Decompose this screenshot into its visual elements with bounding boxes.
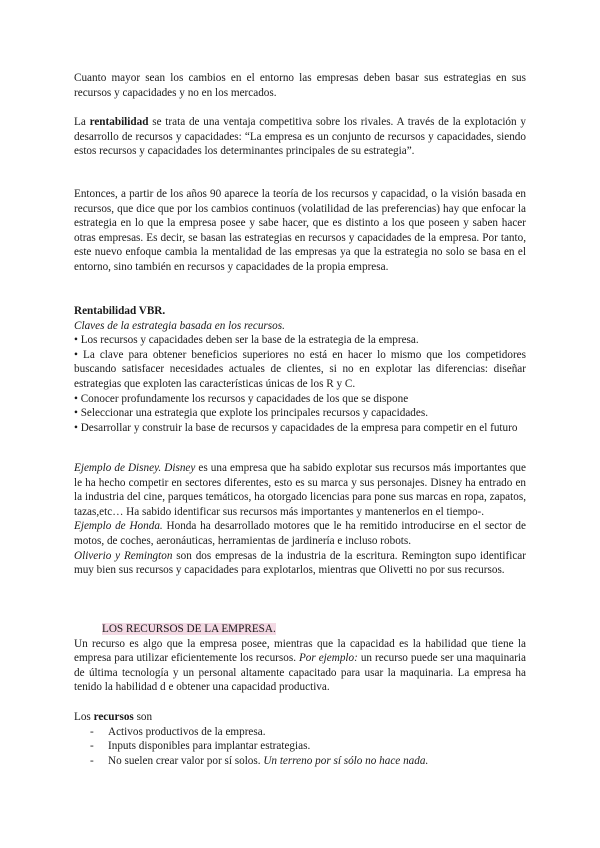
examples-section [74,461,526,578]
recursos-list-intro: Los recursos son [74,711,153,723]
vbr-bullet: • Conocer profundamente los recursos y capacidades de los que se dispone [74,392,409,405]
recursos-section [74,622,526,695]
vbr-bullet: • La clave para obtener beneficios superiores no está en hacer lo mismo que los competidores buscando satisfacer necesidades actuales de clientes, si no en explotar las diferencias: diseñar estrategias que exploten las características únicas de los R y C. [74,348,526,390]
disney-example: Ejemplo de Disney. Disney es una empresa que ha sabido explotar sus recursos más importantes que le ha hecho competir en sectores diferentes, esto es su marca y sus personajes. Disney ha entrado en la industria del cine, parques temáticos, ha otorgado licencias para pone sus marcas en ropa, zapatos, tazas,etc… Ha sabido identificar sus recursos más importantes y mantenerlos en el tiempo-. [74,462,526,518]
list-item: - No suelen crear valor por sí solos. Un terreno por sí sólo no hace nada. [74,754,526,769]
vbr-bullet: • Desarrollar y construir la base de recursos y capacidades de la empresa para competir en el futuro [74,421,518,434]
vbr-subheading: Claves de la estrategia basada en los recursos. [74,319,285,332]
list-item: - Activos productivos de la empresa. [74,725,526,740]
recursos-heading: LOS RECURSOS DE LA EMPRESA. [102,623,276,635]
recursos-paragraph: Un recurso es algo que la empresa posee, mientras que la capacidad es la habilidad que tiene la empresa para utilizar eficientemente los recursos. Por ejemplo: un recurso puede ser una maquinaria de última tecnología y un personal altamente capacitado para usar la maquinaria. La empresa ha tenido la habilidad d e obtener una capacidad productiva. [74,637,526,694]
recursos-list [74,725,526,769]
intro-paragraph: Cuanto mayor sean los cambios en el entorno las empresas deben basar sus estrategias en sus recursos y capacidades y no en los mercados. [74,72,526,99]
vbr-bullet: • Seleccionar una estrategia que explote los principales recursos y capacidades. [74,407,429,420]
rentabilidad-term: rentabilidad [89,116,149,128]
recursos-list-section [74,710,526,768]
list-item: - Inputs disponibles para implantar estrategias. [74,739,526,754]
olivetti-example: Oliverio y Remington son dos empresas de la industria de la escritura. Remington supo identificar muy bien sus recursos y capacidades para explotarlos, mientras que Olivetti no por sus recursos. [74,549,526,577]
vbr-heading: Rentabilidad VBR. [74,305,166,317]
entonces-paragraph: Entonces, a partir de los años 90 aparece la teoría de los recursos y capacidad, o la visión basada en recursos, que dice que por los cambios continuos (volatilidad de las preferencias) hay que enfocar la estrategia en lo que la empresa posee y sabe hacer, que es distinto a los que poseen y saben hacer otras empresas. Es decir, se basan las estrategias en recursos y capacidades de la empresa. Por tanto, este nuevo enfoque cambia la mentalidad de las empresas ya que la estrategia no solo se basa en el entorno, sino también en recursos y capacidades de la propia empresa. [74,188,526,273]
vbr-bullet: • Los recursos y capacidades deben ser la base de la estrategia de la empresa. [74,334,419,347]
vbr-section [74,304,526,435]
rentabilidad-paragraph: La rentabilidad se trata de una ventaja competitiva sobre los rivales. A través de la explotación y desarrollo de recursos y capacidades: “La empresa es un conjunto de recursos y capacidades, siendo estos recursos y capacidades los determinantes principales de su estrategia”. [74,116,526,158]
honda-example: Ejemplo de Honda. Honda ha desarrollado motores que le ha remitido introducirse en el sector de motos, de coches, aeronáuticas, herramientas de jardinería e incluso robots. [74,520,526,547]
